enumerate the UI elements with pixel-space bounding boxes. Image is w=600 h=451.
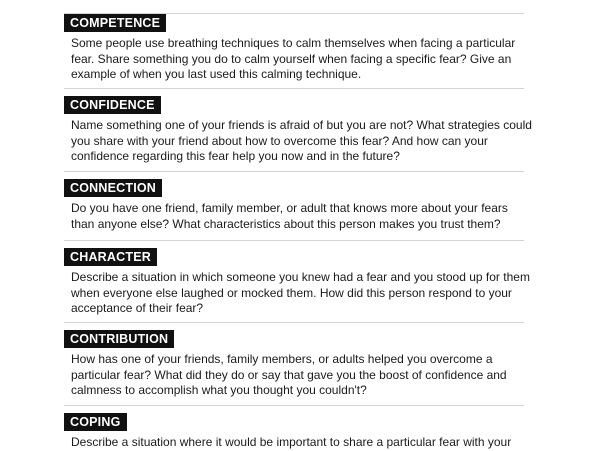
- section-heading: CONFIDENCE: [64, 96, 161, 114]
- section-character: [64, 240, 530, 317]
- section-prompt: Name something one of your friends is afraid of but you are not? What strategies could you share with your friend about how to overcome this fear? And how can your confidence regarding this fear help you now and in the future?: [71, 118, 532, 163]
- section-heading: CONNECTION: [64, 179, 162, 197]
- section-heading: COMPETENCE: [64, 14, 166, 32]
- section-prompt: Some people use breathing techniques to calm themselves when facing a particular fear. Share something you do to calm yourself when facing a specific fear? Give an example of when you last used this calming technique.: [71, 36, 516, 81]
- section-prompt: How has one of your friends, family members, or adults helped you overcome a particular fear? What did they do or say that gave you the boost of confidence and calmness to accomplish what you thought you couldn't?: [71, 352, 507, 397]
- section-prompt: Describe a situation in which someone you knew had a fear and you stood up for them when everyone else laughed or mocked them. How did this person respond to your acceptance of their fear?: [71, 270, 530, 315]
- section-heading: CHARACTER: [64, 248, 157, 266]
- section-prompt: Describe a situation where it would be important to share a particular fear with your: [71, 435, 512, 449]
- section-connection: [64, 171, 524, 232]
- section-confidence: [64, 88, 532, 165]
- section-heading: CONTRIBUTION: [64, 330, 174, 348]
- section-heading: COPING: [64, 413, 127, 431]
- section-contribution: [64, 322, 524, 399]
- section-competence: [64, 14, 524, 83]
- section-coping: [64, 405, 524, 451]
- section-prompt: Do you have one friend, family member, or adult that knows more about your fears than anyone else? What characteristics about this person makes you trust them?: [71, 201, 508, 231]
